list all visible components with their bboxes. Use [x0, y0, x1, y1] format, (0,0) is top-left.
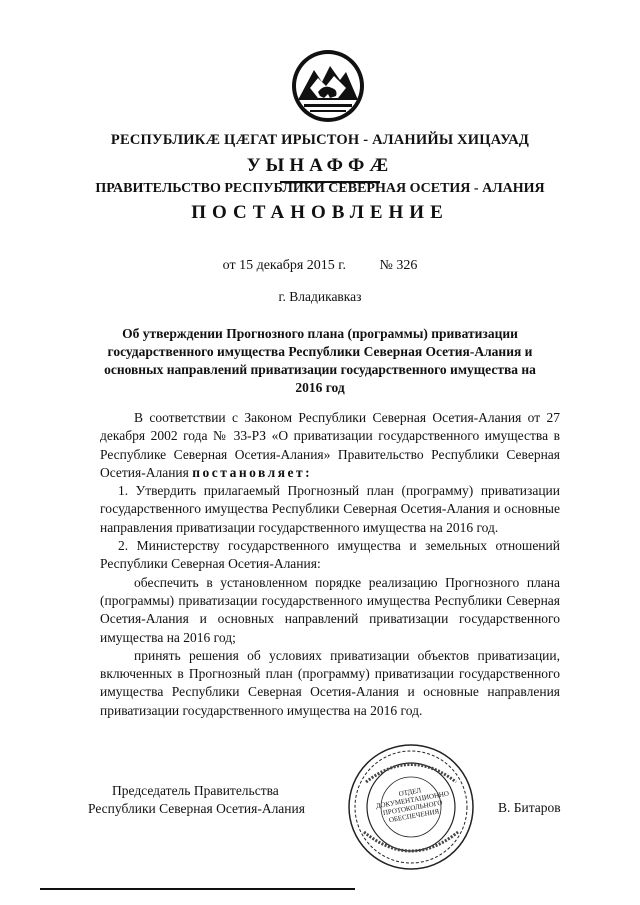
document-title: Об утверждении Прогнозного плана (программы) приватизации государственного имущества Республики Северная Осетия-Алания и основных направлений приватизации государственного имущества на 2016 год	[104, 326, 536, 395]
stamp-inner-text: ОТДЕЛ ДОКУМЕНТАЦИОННО ПРОТОКОЛЬНОГО ОБЕСПЕЧЕНИЯ	[375, 786, 450, 825]
document-date: от 15 декабря 2015 г.	[222, 258, 346, 273]
item-2a: обеспечить в установленном порядке реализацию Прогнозного плана (программы) приватизации государственного имущества Республики Северная Осетия-Алания и основных направлений приватизации государственного имущества на 2016 год;	[100, 574, 560, 645]
government-header: ПРАВИТЕЛЬСТВО РЕСПУБЛИКИ СЕВЕРНАЯ ОСЕТИЯ - АЛАНИЯ	[95, 181, 545, 196]
item-2: 2. Министерству государственного имущества и земельных отношений Республики Северная Осетия-Алания:	[100, 538, 560, 572]
signatory-position-line2: Республики Северная Осетия-Алания	[88, 801, 305, 816]
document-number: № 326	[379, 258, 418, 273]
signatory-position	[88, 782, 305, 818]
signatory-position-line1: Председатель Правительства	[112, 783, 279, 798]
item-2b: принять решения об условиях приватизации объектов приватизации, включенных в Прогнозный план (программу) приватизации государственного имущества Республики Северная Осетия-Алания и основные направления приватизации государственного имущества на 2016 год.	[100, 647, 560, 718]
document-body	[100, 409, 560, 720]
document-city: г. Владикавказ	[278, 289, 362, 304]
state-emblem	[290, 48, 366, 124]
preamble-paragraph	[100, 409, 560, 482]
preamble-text: В соответствии с Законом Республики Северная Осетия-Алания от 27 декабря 2002 года № 33-РЗ «О приватизации государственного имущества в Республике Северная Осетия-Алания» Правительство Республики Северная Осетия-Алания	[100, 410, 560, 480]
document-type: ПОСТАНОВЛЕНИЕ	[191, 202, 449, 223]
resolves-word: постановляет:	[192, 464, 313, 480]
date-line	[0, 258, 640, 274]
item-1: 1. Утвердить прилагаемый Прогнозный план (программу) приватизации государственного имущества Республики Северная Осетия-Алания и основные направления приватизации государственного имущества на 2016 год.	[100, 483, 560, 535]
ossetian-document-type: УЫНАФФÆ	[246, 155, 394, 176]
ossetian-republic-header: РЕСПУБЛИКÆ ЦÆГАТ ИРЫСТОН - АЛАНИЙЫ ХИЦАУАД	[110, 132, 530, 148]
footer-rule	[40, 888, 355, 890]
signatory-name: В. Битаров	[498, 800, 561, 815]
